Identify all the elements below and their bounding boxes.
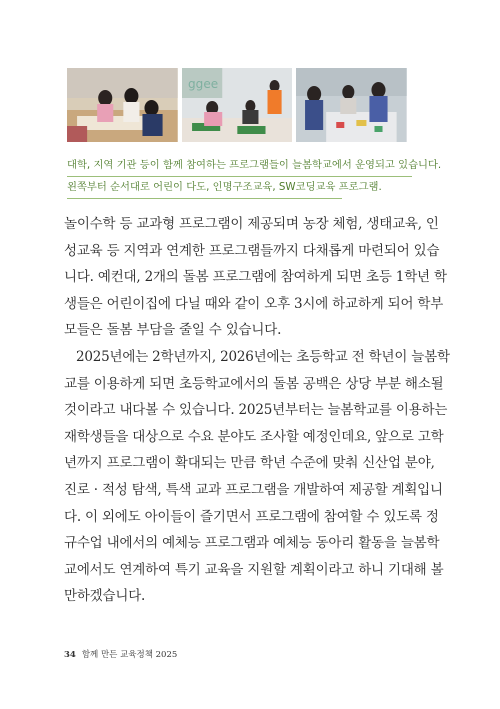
page-number: 34: [64, 650, 76, 660]
photo-sw-coding: [296, 68, 407, 142]
paragraph-2-line: 재학생들을 대상으로 수요 분야도 조사할 예정인데요, 앞으로 고학: [64, 428, 444, 445]
paragraph-2-line: 만하겠습니다.: [64, 588, 146, 605]
photo-dadoh: [67, 68, 178, 142]
caption-line-1: 대학, 지역 기관 등이 함께 참여하는 프로그램들이 늘봄학교에서 운영되고 있습니다.: [67, 155, 412, 177]
paragraph-2-line: 규수업 내에서의 예체능 프로그램과 예체능 동아리 활동을 늘봄학: [64, 535, 440, 552]
paragraph-2-line: 진로 · 적성 탐색, 특색 교과 프로그램을 개발하여 제공할 계획입니: [64, 481, 443, 498]
paragraph-2-line: 교에서도 연계하여 특기 교육을 지원할 계획이라고 하니 기대해 볼: [64, 561, 444, 578]
paragraph-1-line: 성교육 등 지역과 연계한 프로그램들까지 다채롭게 마련되어 있습: [64, 242, 440, 259]
body-text: [64, 211, 450, 610]
paragraph-1-line: 놀이수학 등 교과형 프로그램이 제공되며 농장 체험, 생태교육, 인: [64, 216, 439, 232]
book-title: 함께 만든 교육정책 2025: [81, 650, 178, 660]
photo-caption: [67, 155, 442, 199]
photo-strip: [67, 68, 407, 142]
paragraph-2-line: 교를 이용하게 되면 초등학교에서의 돌봄 공백은 상당 부분 해소될: [64, 375, 444, 392]
page-footer: [64, 648, 177, 660]
photo-cpr: [182, 68, 293, 142]
paragraph-2-line: 년까지 프로그램이 확대되는 만큼 학년 수준에 맞춰 신산업 분야,: [64, 455, 435, 472]
paragraph-1-line: 생들은 어린이집에 다닐 때와 같이 오후 3시에 하교하게 되어 학부: [64, 295, 444, 312]
caption-line-2: 왼쪽부터 순서대로 어린이 다도, 인명구조교육, SW코딩교육 프로그램.: [67, 177, 342, 199]
paragraph-1-line: 니다. 예컨대, 2개의 돌봄 프로그램에 참여하게 되면 초등 1학년 학: [64, 269, 447, 286]
paragraph-2-line: 2025년에는 2학년까지, 2026년에는 초등학교 전 학년이 늘봄학: [76, 348, 450, 365]
paragraph-1-line: 모들은 돌봄 부담을 줄일 수 있습니다.: [64, 322, 282, 339]
paragraph-2-line: 다. 이 외에도 아이들이 즐기면서 프로그램에 참여할 수 있도록 정: [64, 508, 439, 525]
paragraph-2-line: 것이라고 내다볼 수 있습니다. 2025년부터는 늘봄학교를 이용하는: [64, 402, 448, 419]
svg-text:ggee: ggee: [187, 77, 218, 91]
